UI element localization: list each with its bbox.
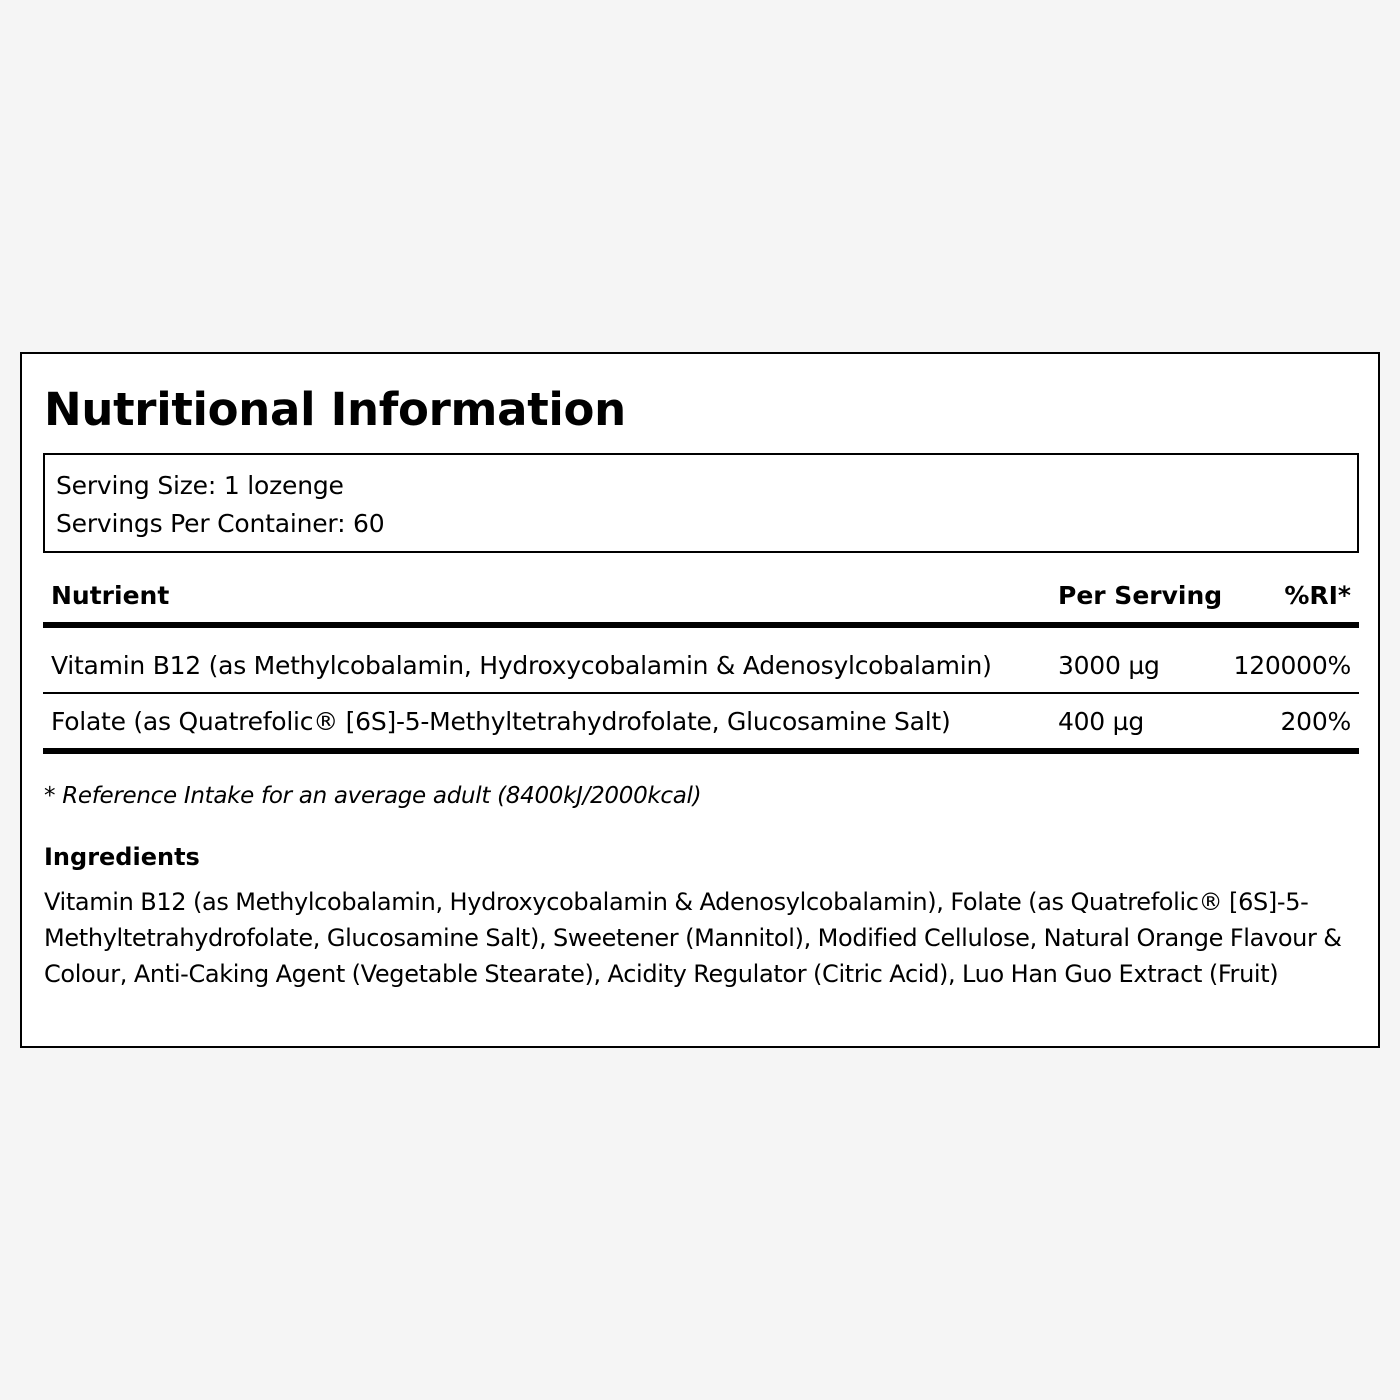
nutrient-name: Folate (as Quatrefolic® [6S]-5-Methyltetrahydrofolate, Glucosamine Salt) — [51, 707, 951, 736]
header-per-serving: Per Serving — [1058, 581, 1223, 610]
serving-size: Serving Size: 1 lozenge — [56, 471, 344, 500]
nutrient-name: Vitamin B12 (as Methylcobalamin, Hydroxycobalamin & Adenosylcobalamin) — [51, 651, 992, 680]
per-serving-value: 3000 µg — [1058, 651, 1160, 680]
serving-info-box — [43, 453, 1359, 553]
table-header — [43, 574, 1359, 628]
ri-value: 120000% — [1233, 651, 1351, 680]
nutrient-table — [43, 574, 1359, 754]
ingredients-heading: Ingredients — [44, 843, 200, 871]
servings-per-container: Servings Per Container: 60 — [56, 509, 385, 538]
page-title: Nutritional Information — [44, 383, 626, 436]
table-row — [43, 628, 1359, 694]
ingredients-text: Vitamin B12 (as Methylcobalamin, Hydroxycobalamin & Adenosylcobalamin), Folate (as Quatrefolic® [6S]-5-Methyltetrahydrofolate, Glucosamine Salt), Sweetener (Mannitol), Modified Cellulose, Natural Orange Flavour & Colour, Anti-Caking Agent (Vegetable Stearate), Acidity Regulator (Citric Acid), Luo Han Guo Extract (Fruit) — [44, 888, 1342, 988]
nutrition-panel — [20, 352, 1380, 1048]
table-row — [43, 694, 1359, 754]
header-ri: %RI* — [1284, 581, 1351, 610]
header-nutrient: Nutrient — [51, 581, 170, 610]
ri-value: 200% — [1280, 707, 1351, 736]
ri-footnote: * Reference Intake for an average adult (8400kJ/2000kcal) — [44, 783, 702, 809]
per-serving-value: 400 µg — [1058, 707, 1144, 736]
